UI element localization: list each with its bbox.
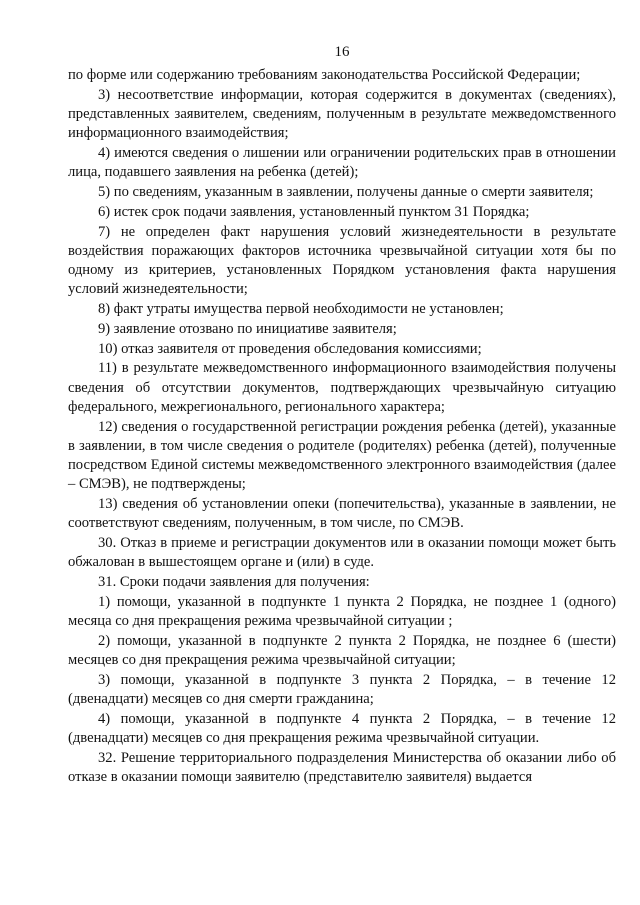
paragraph: 6) истек срок подачи заявления, установленный пунктом 31 Порядка; xyxy=(98,203,530,220)
paragraph: 12) сведения о государственной регистрации рождения ребенка (детей), указанные в заявлении, в том числе сведения о родителе (родителях) ребенка (детей), полученные посредством Единой системы межведомственного электронного взаимодействия (далее – СМЭВ), не подтверждены; xyxy=(68,418,616,493)
paragraph: 4) имеются сведения о лишении или ограничении родительских прав в отношении лица, подавшего заявления на ребенка (детей); xyxy=(68,145,616,181)
document-body xyxy=(68,66,616,787)
paragraph: 10) отказ заявителя от проведения обследования комиссиями; xyxy=(98,340,482,357)
paragraph: по форме или содержанию требованиям законодательства Российской Федерации; xyxy=(68,67,581,83)
paragraph: 3) помощи, указанной в подпункте 3 пункта 2 Порядка, – в течение 12 (двенадцати) месяцев со дня смерти гражданина; xyxy=(68,671,616,707)
paragraph: 32. Решение территориального подразделения Министерства об оказании либо об отказе в оказании помощи заявителю (представителю заявителя) выдается xyxy=(68,749,616,785)
paragraph: 8) факт утраты имущества первой необходимости не установлен; xyxy=(98,301,504,317)
paragraph: 2) помощи, указанной в подпункте 2 пункта 2 Порядка, не позднее 6 (шести) месяцев со дня прекращения режима чрезвычайной ситуации; xyxy=(68,632,616,668)
paragraph: 11) в результате межведомственного информационного взаимодействия получены сведения об отсутствии документов, подтверждающих чрезвычайную ситуацию федерального, межрегионального, регионального характера; xyxy=(68,360,616,415)
paragraph: 5) по сведениям, указанным в заявлении, получены данные о смерти заявителя; xyxy=(98,184,594,200)
paragraph: 9) заявление отозвано по инициативе заявителя; xyxy=(98,320,397,337)
paragraph: 1) помощи, указанной в подпункте 1 пункта 2 Порядка, не позднее 1 (одного) месяца со дня прекращения режима чрезвычайной ситуации ; xyxy=(68,593,616,629)
page-number: 16 xyxy=(334,44,350,60)
paragraph: 31. Сроки подачи заявления для получения: xyxy=(98,574,370,590)
paragraph: 7) не определен факт нарушения условий жизнедеятельности в результате воздействия поражающих факторов источника чрезвычайной ситуации хотя бы по одному из критериев, установленных Порядком установления факта нарушения условий жизнедеятельности; xyxy=(68,223,616,298)
paragraph: 4) помощи, указанной в подпункте 4 пункта 2 Порядка, – в течение 12 (двенадцати) месяцев со дня прекращения режима чрезвычайной ситуации. xyxy=(68,710,616,746)
paragraph: 13) сведения об установлении опеки (попечительства), указанные в заявлении, не соответствуют сведениям, полученным, в том числе, по СМЭВ. xyxy=(68,496,616,532)
paragraph: 30. Отказ в приеме и регистрации документов или в оказании помощи может быть обжалован в вышестоящем органе и (или) в суде. xyxy=(68,535,616,571)
paragraph: 3) несоответствие информации, которая содержится в документах (сведениях), представленных заявителем, сведениям, полученным в результате межведомственного информационного взаимодействия; xyxy=(68,86,616,142)
